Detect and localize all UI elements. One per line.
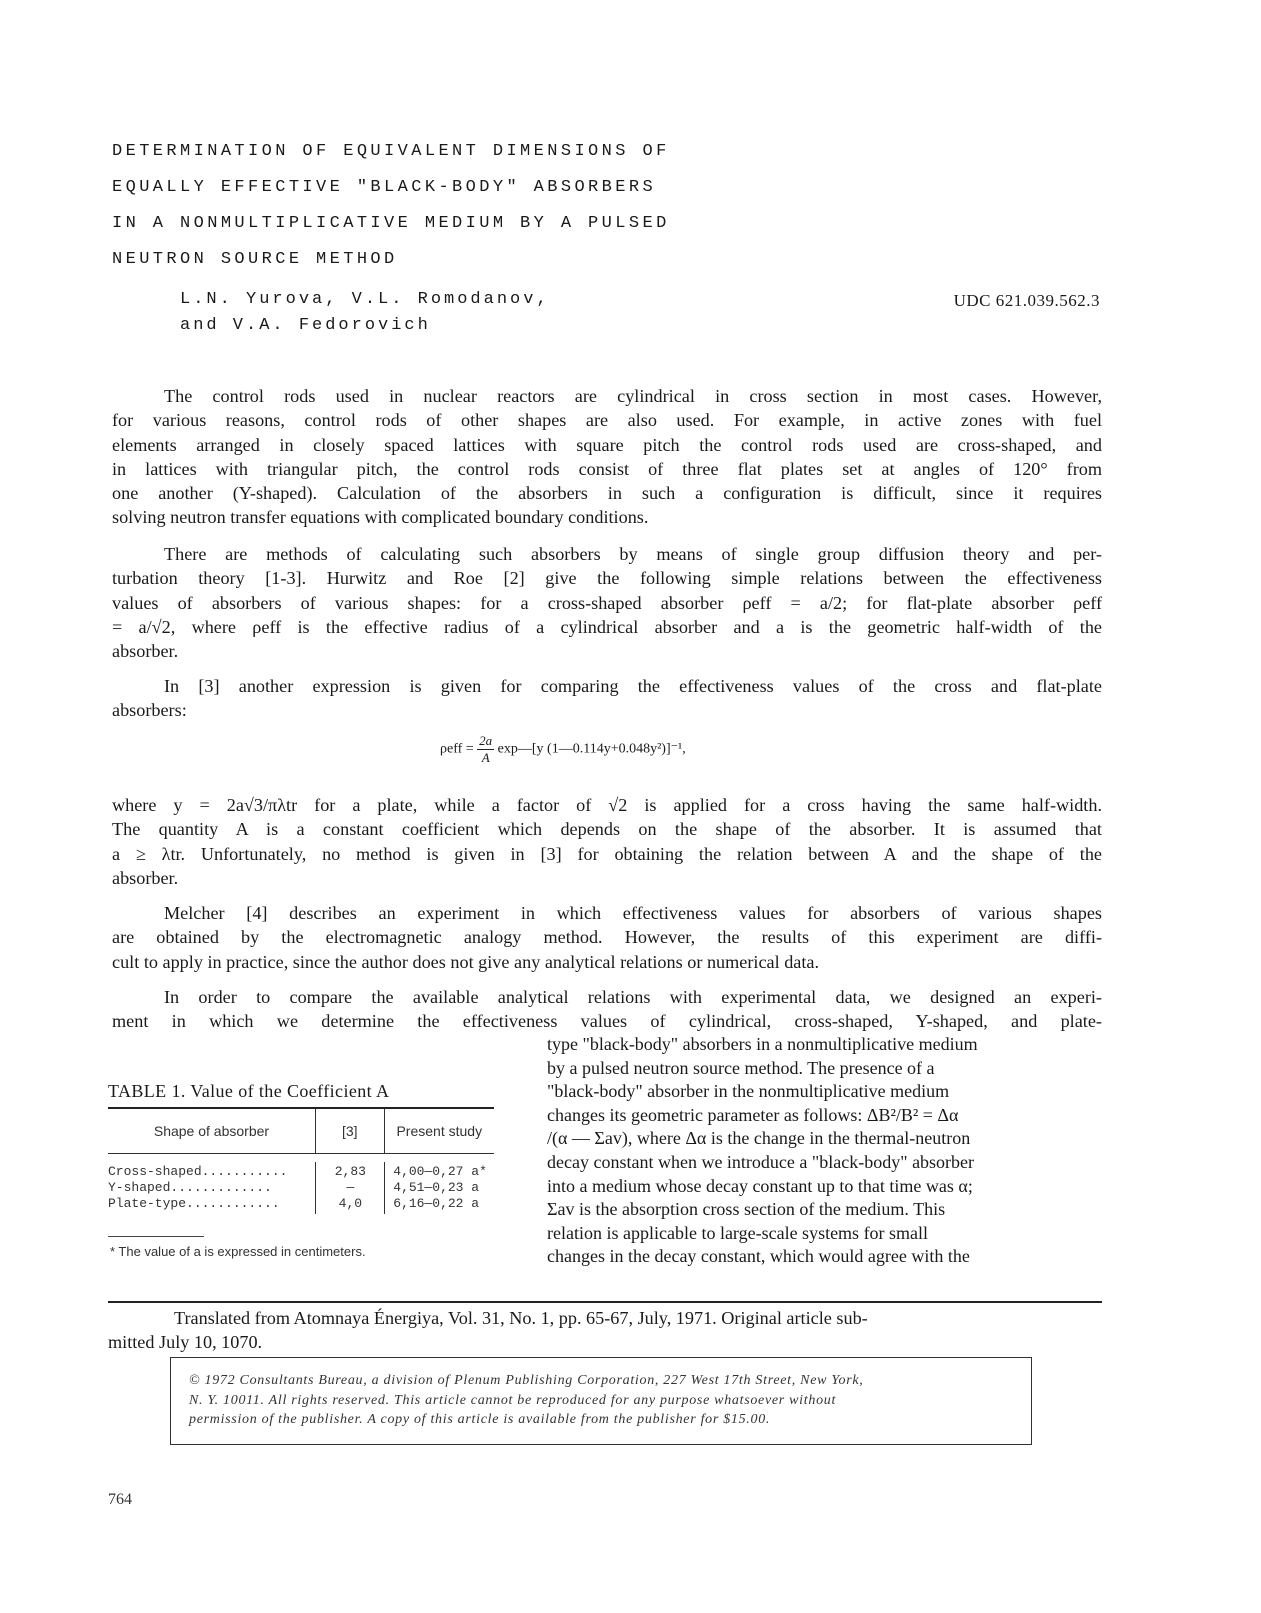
text-line: In [3] another expression is given for comparing the effectiveness values of the cross and flat-plate (164, 676, 1102, 696)
text-line: mitted July 10, 1070. (108, 1332, 263, 1353)
table-cell: 4,51—0,23 a (393, 1180, 480, 1195)
table-cell: 6,16—0,22 a (393, 1196, 480, 1211)
table-cell: Y-shaped............. (108, 1180, 272, 1195)
table-body (108, 1154, 494, 1214)
paragraph-3 (112, 674, 1102, 723)
formula-rhs: exp—[y (1—0.114y+0.048y²)]⁻¹, (497, 741, 686, 757)
table-cell: 4,0 (338, 1196, 363, 1211)
formula-denominator: A (481, 750, 490, 765)
text-line: permission of the publisher. A copy of this article is available from the publisher for $15.00. (189, 1412, 771, 1427)
text-line: for various reasons, control rods of other shapes are also used. For example, in active zones with fuel (112, 410, 1102, 431)
text-line: Σav is the absorption cross section of the medium. This (547, 1199, 946, 1220)
table-header-cell: [3] (315, 1109, 384, 1153)
text-line: relation is applicable to large-scale systems for small (547, 1222, 929, 1243)
table-cell: 4,00—0,27 a* (393, 1164, 487, 1179)
table-cell: Cross-shaped........... (108, 1164, 288, 1179)
table-column-present (384, 1162, 494, 1214)
article-title (112, 134, 812, 278)
text-line: The control rods used in nuclear reactors are cylindrical in cross section in most cases. However, (164, 386, 1102, 406)
table-cell: 2,83 (334, 1164, 366, 1179)
table-header-cell: Shape of absorber (153, 1123, 270, 1139)
text-line: are obtained by the electromagnetic analogy method. However, the results of this experiment are diffi- (112, 927, 1102, 948)
authors-line: L.N. Yurova, V.L. Romodanov, (180, 290, 550, 309)
text-line: where y = 2a√3/πλtr for a plate, while a factor of √2 is applied for a cross having the same half-width. (112, 795, 1102, 815)
text-line: decay constant when we introduce a "black-body" absorber (547, 1151, 975, 1172)
table-column-ref (315, 1162, 384, 1214)
table-title: TABLE 1. Value of the Coefficient A (108, 1081, 390, 1101)
title-line: EQUALLY EFFECTIVE "BLACK-BODY" ABSORBERS (112, 178, 657, 197)
authors-line: and V.A. Fedorovich (180, 316, 431, 335)
paragraph-5 (112, 901, 1102, 974)
text-line: changes in the decay constant, which would agree with the (547, 1246, 970, 1267)
paragraph-4 (112, 793, 1102, 890)
text-line: "black-body" absorber in the nonmultiplicative medium (547, 1081, 950, 1102)
text-line: Melcher [4] describes an experiment in which effectiveness values for absorbers of various shapes (164, 903, 1102, 923)
text-line: absorber. (112, 641, 179, 662)
text-line: The quantity A is a constant coefficient which depends on the shape of the absorber. It is assumed that (112, 819, 1102, 840)
table-column-shape (108, 1162, 315, 1214)
table-cell: Plate-type............ (108, 1196, 280, 1211)
formula (440, 733, 686, 766)
paragraph-6 (112, 985, 1102, 1034)
text-line: There are methods of calculating such absorbers by means of single group diffusion theory and per- (164, 544, 1102, 564)
text-line: solving neutron transfer equations with complicated boundary conditions. (112, 507, 649, 528)
title-line: NEUTRON SOURCE METHOD (112, 250, 398, 269)
text-line: a ≥ λtr. Unfortunately, no method is given in [3] for obtaining the relation between A and the shape of the (112, 843, 1102, 864)
formula-numerator: 2a (479, 733, 493, 748)
authors (180, 287, 550, 339)
text-line: values of absorbers of various shapes: for a cross-shaped absorber ρeff = a/2; for flat-plate absorber ρeff (112, 592, 1102, 613)
text-line: absorbers: (112, 700, 187, 721)
text-line: © 1972 Consultants Bureau, a division of Plenum Publishing Corporation, 227 West 17th Street, New York, (189, 1373, 864, 1388)
text-line: = a/√2, where ρeff is the effective radius of a cylindrical absorber and a is the geometric half-width of the (112, 616, 1102, 637)
title-line: IN A NONMULTIPLICATIVE MEDIUM BY A PULSED (112, 214, 670, 233)
udc-code: UDC 621.039.562.3 (953, 291, 1100, 310)
text-line: turbation theory [1-3]. Hurwitz and Roe [2] give the following simple relations between the effectiveness (112, 568, 1102, 589)
coefficient-table (108, 1107, 494, 1214)
paragraph-1 (112, 384, 1102, 530)
paragraph-2 (112, 542, 1102, 663)
text-line: into a medium whose decay constant up to that time was α; (547, 1175, 973, 1196)
table-header-cell: Present study (384, 1109, 494, 1153)
text-line: cult to apply in practice, since the author does not give any analytical relations or numerical data. (112, 951, 820, 972)
formula-fraction (477, 733, 494, 766)
text-line: type "black-body" absorbers in a nonmultiplicative medium (547, 1034, 978, 1054)
right-column-text (547, 1033, 1094, 1269)
text-line: Translated from Atomnaya Énergiya, Vol. 31, No. 1, pp. 65-67, July, 1971. Original article sub- (174, 1308, 868, 1328)
footer-rule (108, 1301, 1102, 1303)
copyright-box (170, 1357, 1032, 1445)
text-line: ment in which we determine the effectiveness values of cylindrical, cross-shaped, Y-shaped, and plate- (112, 1011, 1102, 1032)
page-number: 764 (108, 1491, 132, 1508)
footnote-rule (108, 1236, 204, 1237)
title-line: DETERMINATION OF EQUIVALENT DIMENSIONS OF (112, 142, 670, 161)
text-line: one another (Y-shaped). Calculation of the absorbers in such a configuration is difficult, since it requires (112, 483, 1102, 504)
text-line: elements arranged in closely spaced lattices with square pitch the control rods used are cross-shaped, and (112, 434, 1102, 455)
text-line: by a pulsed neutron source method. The presence of a (547, 1057, 935, 1078)
table-footnote: * The value of a is expressed in centimeters. (110, 1244, 366, 1259)
text-line: changes its geometric parameter as follows: ΔB²/B² = Δα (547, 1104, 959, 1125)
text-line: in lattices with triangular pitch, the control rods consist of three flat plates set at angles of 120° from (112, 458, 1102, 479)
translation-note (108, 1306, 1098, 1355)
text-line: absorber. (112, 867, 179, 888)
text-line: /(α — Σav), where Δα is the change in the thermal-neutron (547, 1128, 971, 1149)
formula-lhs: ρeff = (440, 741, 474, 757)
table-cell: — (346, 1180, 355, 1195)
text-line: In order to compare the available analytical relations with experimental data, we designed an experi- (164, 987, 1102, 1007)
table-header-row (108, 1109, 494, 1153)
text-line: N. Y. 10011. All rights reserved. This article cannot be reproduced for any purpose whatsoever without (189, 1392, 837, 1408)
